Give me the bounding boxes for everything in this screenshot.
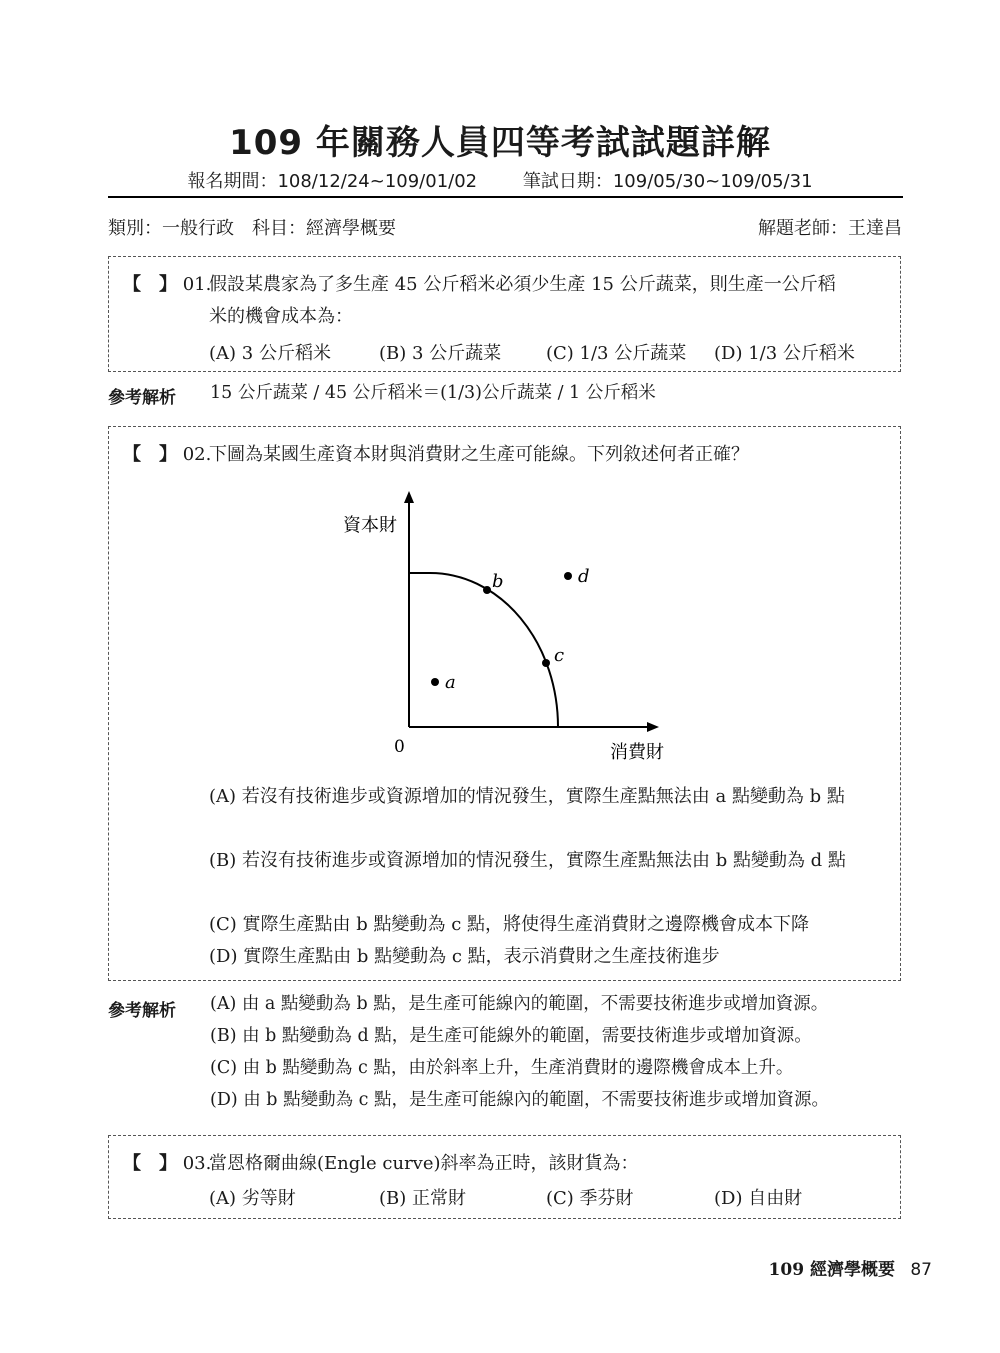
page-title: 109 年關務人員四等考試試題詳解 — [229, 123, 771, 163]
question-text-line1: 假設某農家為了多生產 45 公斤稻米必須少生產 15 公斤蔬菜，則生產一公斤稻 — [209, 274, 836, 295]
question-number: 01. — [182, 274, 212, 295]
question-text-line1: 下圖為某國生產資本財與消費財之生產可能線。下列敘述何者正確？ — [209, 444, 749, 465]
question-3-box — [108, 1135, 901, 1219]
x-axis-label: 消費財 — [610, 742, 664, 763]
point-d-dot — [564, 572, 572, 580]
option-b: (B) 正常財 — [379, 1188, 466, 1209]
header-divider — [108, 196, 903, 198]
option-d: (D) 實際生產點由 b 點變動為 c 點，表示消費財之生產技術進步 — [209, 946, 720, 967]
teacher: 解題老師：王達昌 — [758, 218, 902, 239]
option-b: (B) 若沒有技術進步或資源增加的情況發生，實際生產點無法由 b 點變動為 d 點 — [209, 850, 846, 871]
option-b: (B) 3 公斤蔬菜 — [379, 343, 502, 364]
x-axis-arrow-icon — [647, 722, 659, 732]
page-footer — [769, 1255, 932, 1280]
y-axis-label: 資本財 — [343, 515, 397, 536]
analysis-line: 15 公斤蔬菜 / 45 公斤稻米＝(1/3)公斤蔬菜 / 1 公斤稻米 — [210, 383, 656, 403]
option-d: (D) 1/3 公斤稻米 — [714, 343, 855, 364]
point-d-label: d — [578, 566, 590, 587]
question-text-line2: 米的機會成本為： — [209, 306, 353, 327]
question-number: 02. — [182, 444, 212, 465]
point-c-dot — [542, 659, 550, 667]
book-title: 109 經濟學概要 — [768, 1260, 895, 1280]
exam-date: 筆試日期：109/05/30~109/05/31 — [522, 171, 813, 192]
question-number: 03. — [182, 1153, 212, 1174]
ppf-curve — [409, 573, 558, 727]
registration-period: 報名期間：108/12/24~109/01/02 — [187, 171, 478, 192]
analysis-line-d: (D) 由 b 點變動為 c 點，是生產可能線內的範圍，不需要技術進步或增加資源。 — [210, 1090, 830, 1110]
point-a-dot — [431, 678, 439, 686]
analysis-line-a: (A) 由 a 點變動為 b 點，是生產可能線內的範圍，不需要技術進步或增加資源。 — [210, 994, 829, 1014]
option-c: (C) 1/3 公斤蔬菜 — [546, 343, 687, 364]
analysis-label: 參考解析 — [108, 388, 176, 408]
question-2-box — [108, 426, 901, 981]
category-subject: 類別：一般行政 科目：經濟學概要 — [108, 218, 396, 239]
point-a-label: a — [445, 672, 456, 693]
ppf-diagram — [109, 427, 902, 982]
point-b-dot — [483, 586, 491, 594]
analysis-line-c: (C) 由 b 點變動為 c 點，由於斜率上升，生產消費財的邊際機會成本上升。 — [210, 1058, 794, 1078]
analysis-line-b: (B) 由 b 點變動為 d 點，是生產可能線外的範圍，需要技術進步或增加資源。 — [210, 1026, 812, 1046]
option-a: (A) 3 公斤稻米 — [209, 343, 331, 364]
analysis-label: 參考解析 — [108, 1001, 176, 1021]
question-text-line1: 當恩格爾曲線(Engle curve)斜率為正時，該財貨為： — [209, 1153, 639, 1174]
point-c-label: c — [554, 645, 565, 666]
origin-label: 0 — [394, 737, 405, 757]
option-d: (D) 自由財 — [714, 1188, 803, 1209]
point-b-label: b — [492, 571, 504, 592]
option-a: (A) 劣等財 — [209, 1188, 296, 1209]
option-c: (C) 實際生產點由 b 點變動為 c 點，將使得生產消費財之邊際機會成本下降 — [209, 914, 810, 935]
question-1-box — [108, 256, 901, 372]
exam-period — [0, 167, 1000, 193]
page-number: 87 — [910, 1260, 932, 1280]
option-c: (C) 季芬財 — [546, 1188, 634, 1209]
y-axis-arrow-icon — [404, 491, 414, 503]
answer-bracket: 【 】 — [123, 274, 177, 295]
answer-bracket: 【 】 — [123, 444, 177, 465]
answer-bracket: 【 】 — [123, 1153, 177, 1174]
option-a: (A) 若沒有技術進步或資源增加的情況發生，實際生產點無法由 a 點變動為 b 點 — [209, 786, 845, 807]
